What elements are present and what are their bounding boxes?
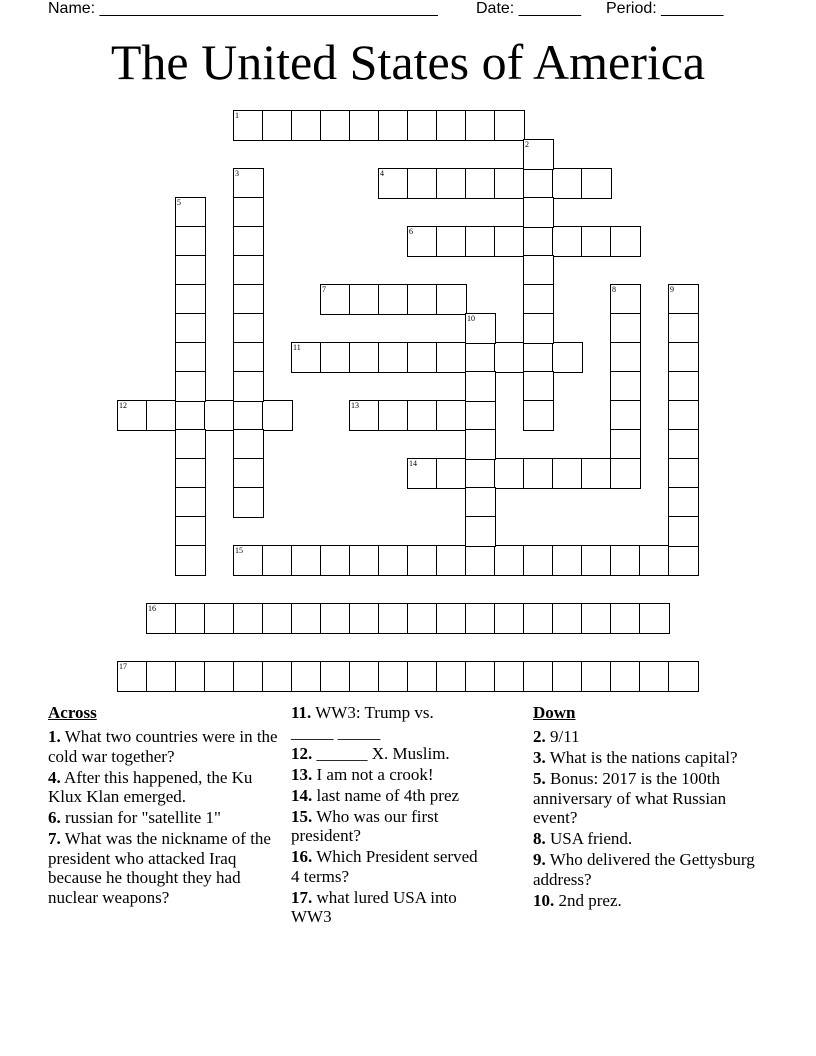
cell-number: 12: [119, 401, 127, 410]
clue-across-14: [291, 786, 479, 806]
crossword-cell[interactable]: [436, 545, 467, 576]
crossword-cell[interactable]: [465, 429, 496, 460]
crossword-cell[interactable]: [668, 661, 699, 692]
crossword-cell[interactable]: [349, 545, 380, 576]
crossword-cell[interactable]: [146, 603, 177, 634]
crossword-cell[interactable]: [407, 226, 438, 257]
crossword-cell[interactable]: [233, 429, 264, 460]
crossword-cell[interactable]: [552, 168, 583, 199]
crossword-cell[interactable]: [320, 661, 351, 692]
crossword-cell[interactable]: [291, 603, 322, 634]
crossword-cell[interactable]: [552, 458, 583, 489]
crossword-cell[interactable]: [494, 168, 525, 199]
crossword-cell[interactable]: [175, 545, 206, 576]
crossword-cell[interactable]: [175, 255, 206, 286]
crossword-cell[interactable]: [610, 545, 641, 576]
crossword-cell[interactable]: [407, 168, 438, 199]
crossword-cell[interactable]: [610, 342, 641, 373]
crossword-cell[interactable]: [523, 284, 554, 315]
clue-text: Which President served 4 terms?: [291, 847, 478, 886]
crossword-cell[interactable]: [407, 110, 438, 141]
clue-number: 17.: [291, 887, 313, 907]
crossword-cell[interactable]: [436, 661, 467, 692]
crossword-cell[interactable]: [494, 342, 525, 373]
clue-across-4: [48, 768, 280, 807]
crossword-cell[interactable]: [175, 342, 206, 373]
clue-across-13: [291, 765, 479, 785]
crossword-cell[interactable]: [465, 458, 496, 489]
cell-number: 11: [293, 343, 301, 352]
crossword-cell[interactable]: [668, 342, 699, 373]
crossword-cell[interactable]: [639, 661, 670, 692]
crossword-cell[interactable]: [610, 371, 641, 402]
crossword-cell[interactable]: [233, 458, 264, 489]
clue-down-8: [533, 829, 763, 849]
crossword-cell[interactable]: [378, 110, 409, 141]
crossword-cell[interactable]: [523, 342, 554, 373]
crossword-cell[interactable]: [233, 371, 264, 402]
crossword-cell[interactable]: [349, 284, 380, 315]
crossword-cell[interactable]: [523, 168, 554, 199]
clue-down-2: [533, 727, 763, 747]
crossword-cell[interactable]: [494, 661, 525, 692]
crossword-cell[interactable]: [320, 545, 351, 576]
crossword-cell[interactable]: [523, 226, 554, 257]
crossword-cell[interactable]: [610, 313, 641, 344]
clue-number: 15.: [291, 806, 313, 826]
clue-text: ______ X. Muslim.: [312, 743, 450, 763]
crossword-cell[interactable]: [262, 545, 293, 576]
crossword-cell[interactable]: [175, 197, 206, 228]
clue-text: What two countries were in the cold war together?: [48, 727, 278, 766]
clue-number: 7.: [48, 829, 61, 848]
across-heading: Across: [48, 703, 97, 722]
clue-text: 2nd prez.: [554, 890, 622, 910]
clue-number: 9.: [533, 850, 546, 869]
crossword-cell[interactable]: [465, 661, 496, 692]
crossword-cell[interactable]: [320, 284, 351, 315]
clue-number: 4.: [48, 767, 61, 787]
crossword-cell[interactable]: [233, 226, 264, 257]
clue-number: 11.: [291, 703, 312, 722]
crossword-cell[interactable]: [378, 284, 409, 315]
clue-down-10: [533, 891, 763, 911]
clue-number: 2.: [533, 727, 546, 746]
crossword-cell[interactable]: [233, 342, 264, 373]
clue-across-11: [291, 703, 479, 742]
crossword-cell[interactable]: [494, 226, 525, 257]
crossword-cell[interactable]: [262, 110, 293, 141]
down-heading: Down: [533, 703, 576, 722]
clue-down-5: [533, 769, 763, 828]
crossword-cell[interactable]: [175, 429, 206, 460]
crossword-cell[interactable]: [610, 458, 641, 489]
crossword-cell[interactable]: [523, 139, 554, 170]
crossword-cell[interactable]: [233, 661, 264, 692]
crossword-cell[interactable]: [523, 661, 554, 692]
crossword-cell[interactable]: [291, 110, 322, 141]
crossword-cell[interactable]: [523, 255, 554, 286]
crossword-cell[interactable]: [639, 545, 670, 576]
crossword-cell[interactable]: [494, 458, 525, 489]
cell-number: 7: [322, 285, 326, 294]
crossword-cell[interactable]: [581, 545, 612, 576]
crossword-cell[interactable]: [523, 197, 554, 228]
clue-across-12: [291, 744, 479, 764]
crossword-cell[interactable]: [465, 400, 496, 431]
crossword-cell[interactable]: [378, 400, 409, 431]
clue-number: 10.: [533, 890, 555, 910]
crossword-cell[interactable]: [639, 603, 670, 634]
clue-text: Who was our first president?: [291, 806, 439, 845]
crossword-cell[interactable]: [378, 342, 409, 373]
across-clues: [48, 703, 280, 909]
crossword-cell[interactable]: [175, 487, 206, 518]
clue-across-16: [291, 847, 479, 886]
crossword-cell[interactable]: [175, 371, 206, 402]
clue-text: Who delivered the Gettysburg address?: [533, 850, 755, 889]
crossword-cell[interactable]: [262, 603, 293, 634]
clue-text: russian for "satellite 1": [60, 808, 221, 827]
cell-number: 6: [409, 227, 413, 236]
clue-number: 5.: [533, 769, 546, 788]
crossword-cell[interactable]: [668, 400, 699, 431]
crossword-cell[interactable]: [581, 661, 612, 692]
date-field[interactable]: Date: _______: [476, 0, 581, 17]
crossword-cell[interactable]: [465, 516, 496, 547]
crossword-cell[interactable]: [175, 603, 206, 634]
crossword-cell[interactable]: [465, 342, 496, 373]
crossword-cell[interactable]: [349, 603, 380, 634]
clue-text: I am not a crook!: [312, 764, 434, 784]
clue-across-1: [48, 727, 280, 766]
cell-number: 13: [351, 401, 359, 410]
clue-number: 3.: [533, 748, 546, 767]
crossword-cell[interactable]: [175, 661, 206, 692]
crossword-cell[interactable]: [175, 400, 206, 431]
crossword-cell[interactable]: [262, 661, 293, 692]
crossword-cell[interactable]: [378, 603, 409, 634]
crossword-cell[interactable]: [436, 400, 467, 431]
crossword-cell[interactable]: [436, 226, 467, 257]
crossword-cell[interactable]: [146, 661, 177, 692]
crossword-cell[interactable]: [610, 226, 641, 257]
crossword-cell[interactable]: [610, 284, 641, 315]
cell-number: 9: [670, 285, 674, 294]
clue-number: 13.: [291, 764, 313, 784]
crossword-cell[interactable]: [436, 284, 467, 315]
crossword-cell[interactable]: [610, 400, 641, 431]
crossword-cell[interactable]: [407, 400, 438, 431]
crossword-cell[interactable]: [465, 545, 496, 576]
crossword-cell[interactable]: [117, 661, 148, 692]
crossword-cell[interactable]: [436, 603, 467, 634]
crossword-cell[interactable]: [668, 487, 699, 518]
crossword-cell[interactable]: [668, 458, 699, 489]
cell-number: 5: [177, 198, 181, 207]
clue-across-15: [291, 807, 479, 846]
crossword-cell[interactable]: [581, 168, 612, 199]
clue-number: 8.: [533, 829, 546, 848]
crossword-cell[interactable]: [320, 342, 351, 373]
period-field[interactable]: Period: _______: [606, 0, 724, 17]
crossword-cell[interactable]: [465, 110, 496, 141]
crossword-cell[interactable]: [668, 429, 699, 460]
crossword-cell[interactable]: [552, 226, 583, 257]
crossword-cell[interactable]: [407, 284, 438, 315]
cell-number: 16: [148, 604, 156, 613]
clue-text: What is the nations capital?: [545, 748, 738, 767]
crossword-cell[interactable]: [465, 371, 496, 402]
clue-number: 16.: [291, 847, 313, 866]
cell-number: 2: [525, 140, 529, 149]
clue-across-7: [48, 829, 280, 907]
crossword-cell[interactable]: [175, 313, 206, 344]
crossword-cell[interactable]: [233, 487, 264, 518]
crossword-cell[interactable]: [233, 603, 264, 634]
crossword-cell[interactable]: [668, 313, 699, 344]
crossword-cell[interactable]: [581, 458, 612, 489]
crossword-cell[interactable]: [436, 110, 467, 141]
crossword-cell[interactable]: [233, 545, 264, 576]
crossword-cell[interactable]: [581, 226, 612, 257]
crossword-cell[interactable]: [233, 284, 264, 315]
crossword-cell[interactable]: [175, 226, 206, 257]
clue-down-3: [533, 748, 763, 768]
crossword-cell[interactable]: [407, 661, 438, 692]
crossword-cell[interactable]: [436, 168, 467, 199]
cell-number: 3: [235, 169, 239, 178]
crossword-cell[interactable]: [465, 168, 496, 199]
crossword-cell[interactable]: [233, 168, 264, 199]
crossword-cell[interactable]: [407, 545, 438, 576]
cell-number: 14: [409, 459, 417, 468]
crossword-cell[interactable]: [320, 110, 351, 141]
crossword-cell[interactable]: [552, 661, 583, 692]
clue-text: What was the nickname of the president who attacked Iraq because he thought they had nuclear weapons?: [48, 829, 271, 907]
crossword-cell[interactable]: [378, 545, 409, 576]
crossword-cell[interactable]: [610, 429, 641, 460]
crossword-cell[interactable]: [668, 371, 699, 402]
crossword-cell[interactable]: [204, 400, 235, 431]
cell-number: 4: [380, 169, 384, 178]
clue-text: WW3: Trump vs. _____ _____: [291, 703, 434, 742]
clue-across-17: [291, 888, 479, 927]
crossword-cell[interactable]: [175, 516, 206, 547]
clue-number: 6.: [48, 808, 61, 827]
crossword-cell[interactable]: [349, 342, 380, 373]
crossword-cell[interactable]: [378, 168, 409, 199]
crossword-cell[interactable]: [523, 458, 554, 489]
cell-number: 17: [119, 662, 127, 671]
crossword-cell[interactable]: [175, 284, 206, 315]
crossword-cell[interactable]: [349, 661, 380, 692]
clue-number: 12.: [291, 743, 313, 763]
crossword-cell[interactable]: [494, 603, 525, 634]
crossword-cell[interactable]: [668, 284, 699, 315]
crossword-cell[interactable]: [204, 661, 235, 692]
crossword-cell[interactable]: [523, 371, 554, 402]
crossword-cell[interactable]: [117, 400, 148, 431]
crossword-cell[interactable]: [668, 545, 699, 576]
crossword-cell[interactable]: [436, 342, 467, 373]
crossword-cell[interactable]: [349, 110, 380, 141]
crossword-cell[interactable]: [523, 313, 554, 344]
cell-number: 10: [467, 314, 475, 323]
crossword-cell[interactable]: [610, 661, 641, 692]
clue-text: last name of 4th prez: [312, 785, 460, 805]
clue-number: 14.: [291, 785, 313, 805]
crossword-cell[interactable]: [494, 110, 525, 141]
clue-text: 9/11: [545, 727, 580, 746]
crossword-cell[interactable]: [233, 255, 264, 286]
crossword-cell[interactable]: [523, 545, 554, 576]
down-clues: [533, 703, 763, 912]
crossword-cell[interactable]: [378, 661, 409, 692]
clue-down-9: [533, 850, 763, 889]
crossword-cell[interactable]: [407, 342, 438, 373]
clue-text: After this happened, the Ku Klux Klan emerged.: [48, 767, 253, 806]
clue-text: Bonus: 2017 is the 100th anniversary of what Russian event?: [533, 769, 727, 827]
crossword-cell[interactable]: [291, 661, 322, 692]
crossword-cell[interactable]: [233, 110, 264, 141]
crossword-cell[interactable]: [552, 545, 583, 576]
crossword-cell[interactable]: [146, 400, 177, 431]
page-title: The United States of America: [110, 34, 706, 90]
clue-text: what lured USA into WW3: [291, 887, 457, 926]
crossword-cell[interactable]: [407, 603, 438, 634]
crossword-cell[interactable]: [523, 400, 554, 431]
name-field[interactable]: Name: ______________________________________: [48, 0, 438, 17]
crossword-cell[interactable]: [204, 603, 235, 634]
clue-number: 1.: [48, 727, 61, 746]
crossword-cell[interactable]: [494, 545, 525, 576]
crossword-cell[interactable]: [581, 603, 612, 634]
crossword-cell[interactable]: [233, 400, 264, 431]
crossword-cell[interactable]: [175, 458, 206, 489]
clue-text: USA friend.: [545, 829, 633, 848]
crossword-cell[interactable]: [465, 226, 496, 257]
clue-across-6: [48, 808, 280, 828]
crossword-cell[interactable]: [552, 603, 583, 634]
crossword-cell[interactable]: [610, 603, 641, 634]
crossword-cell[interactable]: [668, 516, 699, 547]
crossword-cell[interactable]: [233, 197, 264, 228]
crossword-cell[interactable]: [262, 400, 293, 431]
across-clues-continued: [291, 703, 479, 928]
cell-number: 15: [235, 546, 243, 555]
crossword-cell[interactable]: [233, 313, 264, 344]
crossword-cell[interactable]: [523, 603, 554, 634]
crossword-cell[interactable]: [436, 458, 467, 489]
cell-number: 8: [612, 285, 616, 294]
crossword-cell[interactable]: [465, 487, 496, 518]
crossword-cell[interactable]: [465, 603, 496, 634]
crossword-cell[interactable]: [552, 342, 583, 373]
cell-number: 1: [235, 111, 239, 120]
crossword-cell[interactable]: [291, 342, 322, 373]
crossword-cell[interactable]: [465, 313, 496, 344]
crossword-cell[interactable]: [320, 603, 351, 634]
crossword-cell[interactable]: [349, 400, 380, 431]
crossword-cell[interactable]: [407, 458, 438, 489]
crossword-cell[interactable]: [291, 545, 322, 576]
